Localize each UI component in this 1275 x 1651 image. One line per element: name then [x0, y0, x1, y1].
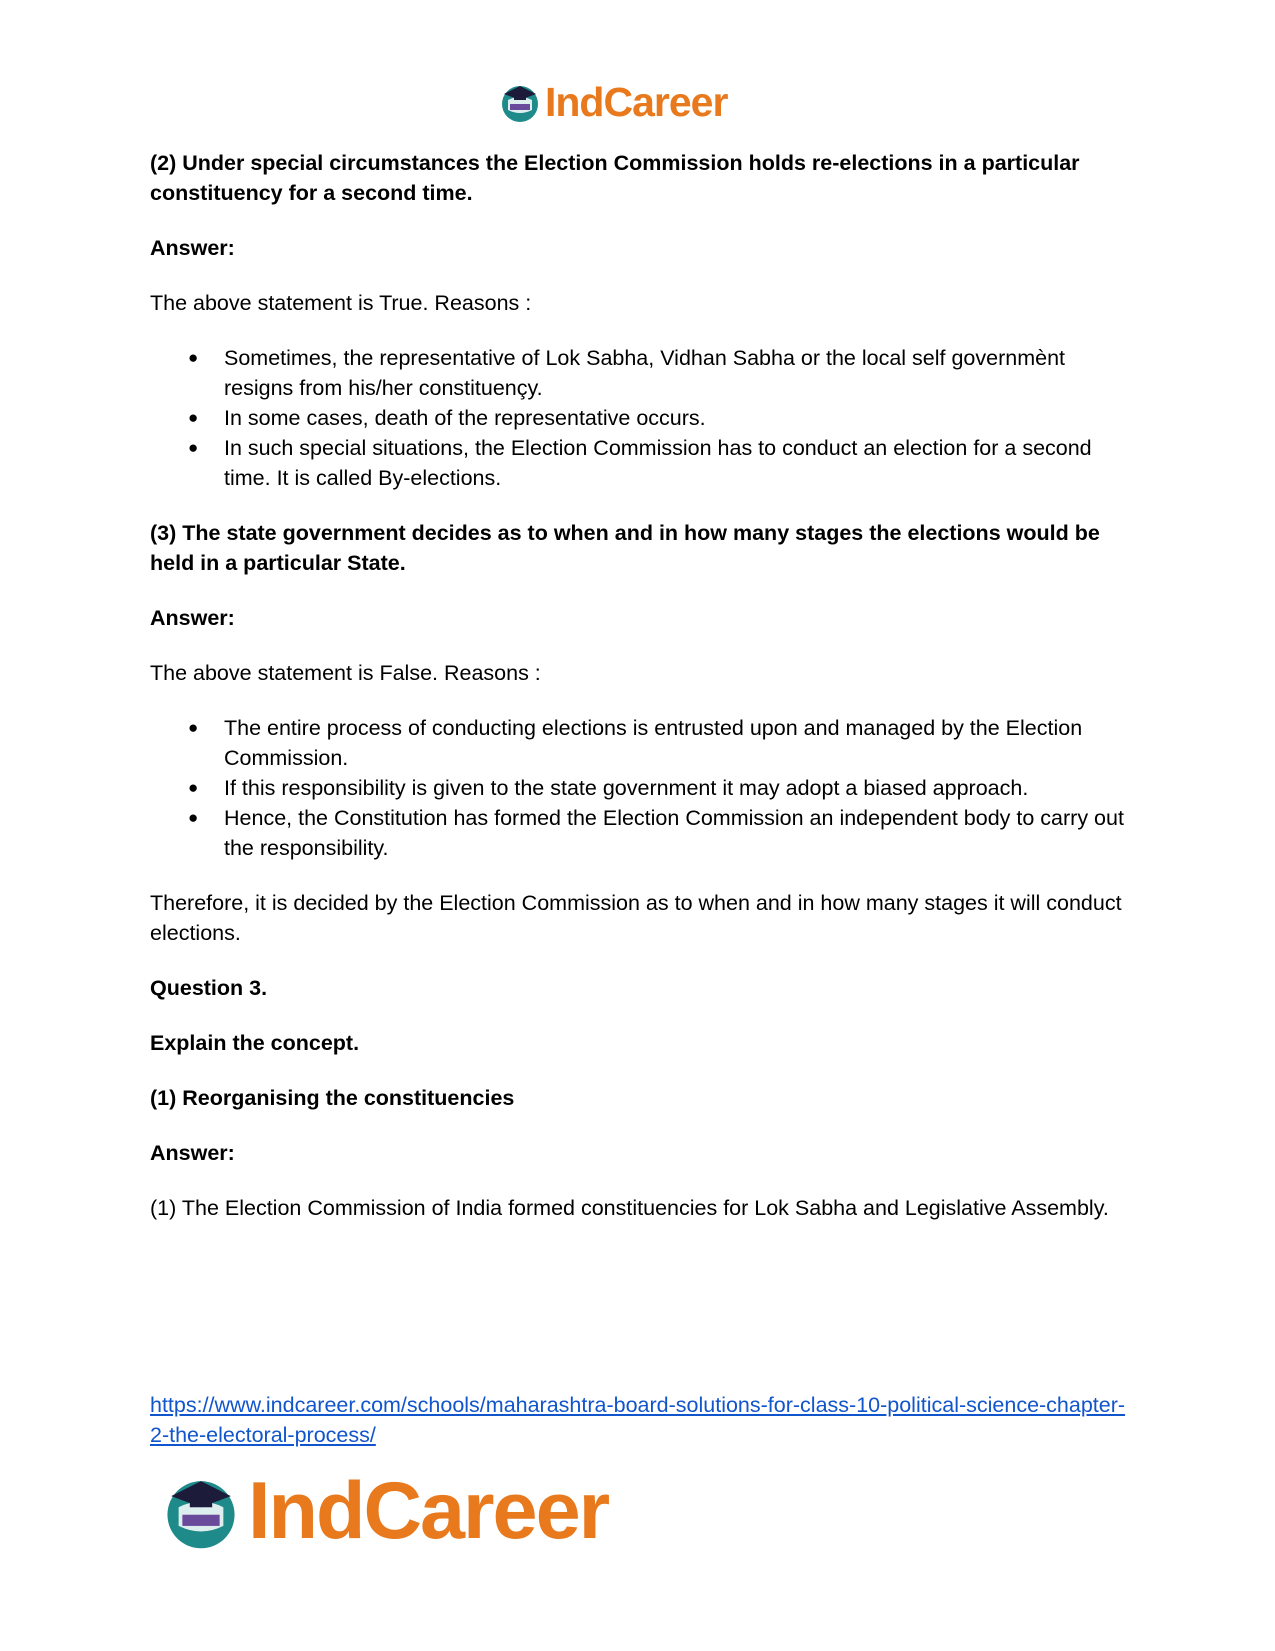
list-item: ● In some cases, death of the representative occurs. — [150, 403, 1130, 433]
list-item: ● In such special situations, the Election Commission has to conduct an election for a second time. It is called By-elections. — [150, 433, 1130, 493]
question-instruction: Explain the concept. — [150, 1031, 360, 1055]
header-logo — [498, 76, 727, 128]
brand-name — [248, 1465, 608, 1558]
source-link[interactable]: https://www.indcareer.com/schools/maharashtra-board-solutions-for-class-10-political-science-chapter-2-the-electoral-process/ — [150, 1393, 1126, 1447]
answer-intro: The above statement is True. Reasons : — [150, 291, 532, 315]
answer-label: Answer: — [150, 236, 235, 260]
answer-text: (1) The Election Commission of India formed constituencies for Lok Sabha and Legislative Assembly. — [150, 1196, 1109, 1220]
question-3-statement: (3) The state government decides as to when and in how many stages the elections would be held in a particular State. — [150, 521, 1100, 575]
brand-name-suffix: Career — [363, 1465, 609, 1556]
answer-intro: The above statement is False. Reasons : — [150, 661, 541, 685]
brand-name-suffix: Career — [603, 78, 728, 125]
question-title: Question 3. — [150, 976, 268, 1000]
brand-name — [545, 79, 727, 126]
conclusion: Therefore, it is decided by the Election Commission as to when and in how many stages it will conduct elections. — [150, 891, 1122, 945]
list-item: ● Sometimes, the representative of Lok Sabha, Vidhan Sabha or the local self governmènt resigns from his/her constituençy. — [150, 343, 1130, 403]
graduation-globe-icon — [498, 80, 542, 124]
question-2: (2) Under special circumstances the Election Commission holds re-elections in a particular constituency for a second time. — [150, 151, 1080, 205]
reasons-list — [150, 343, 1130, 493]
brand-name-prefix: Ind — [248, 1465, 364, 1556]
answer-label: Answer: — [150, 606, 235, 630]
graduation-globe-icon — [160, 1470, 242, 1552]
sub-question: (1) Reorganising the constituencies — [150, 1086, 515, 1110]
list-item: ● The entire process of conducting elections is entrusted upon and managed by the Election Commission. — [150, 713, 1130, 773]
answer-label: Answer: — [150, 1141, 235, 1165]
footer-logo — [160, 1466, 608, 1556]
document-body — [150, 148, 1130, 1223]
list-item: ● Hence, the Constitution has formed the Election Commission an independent body to carry out the responsibility. — [150, 803, 1130, 863]
reasons-list — [150, 713, 1130, 863]
list-item: ● If this responsibility is given to the state government it may adopt a biased approach. — [150, 773, 1130, 803]
brand-name-prefix: Ind — [545, 78, 604, 125]
